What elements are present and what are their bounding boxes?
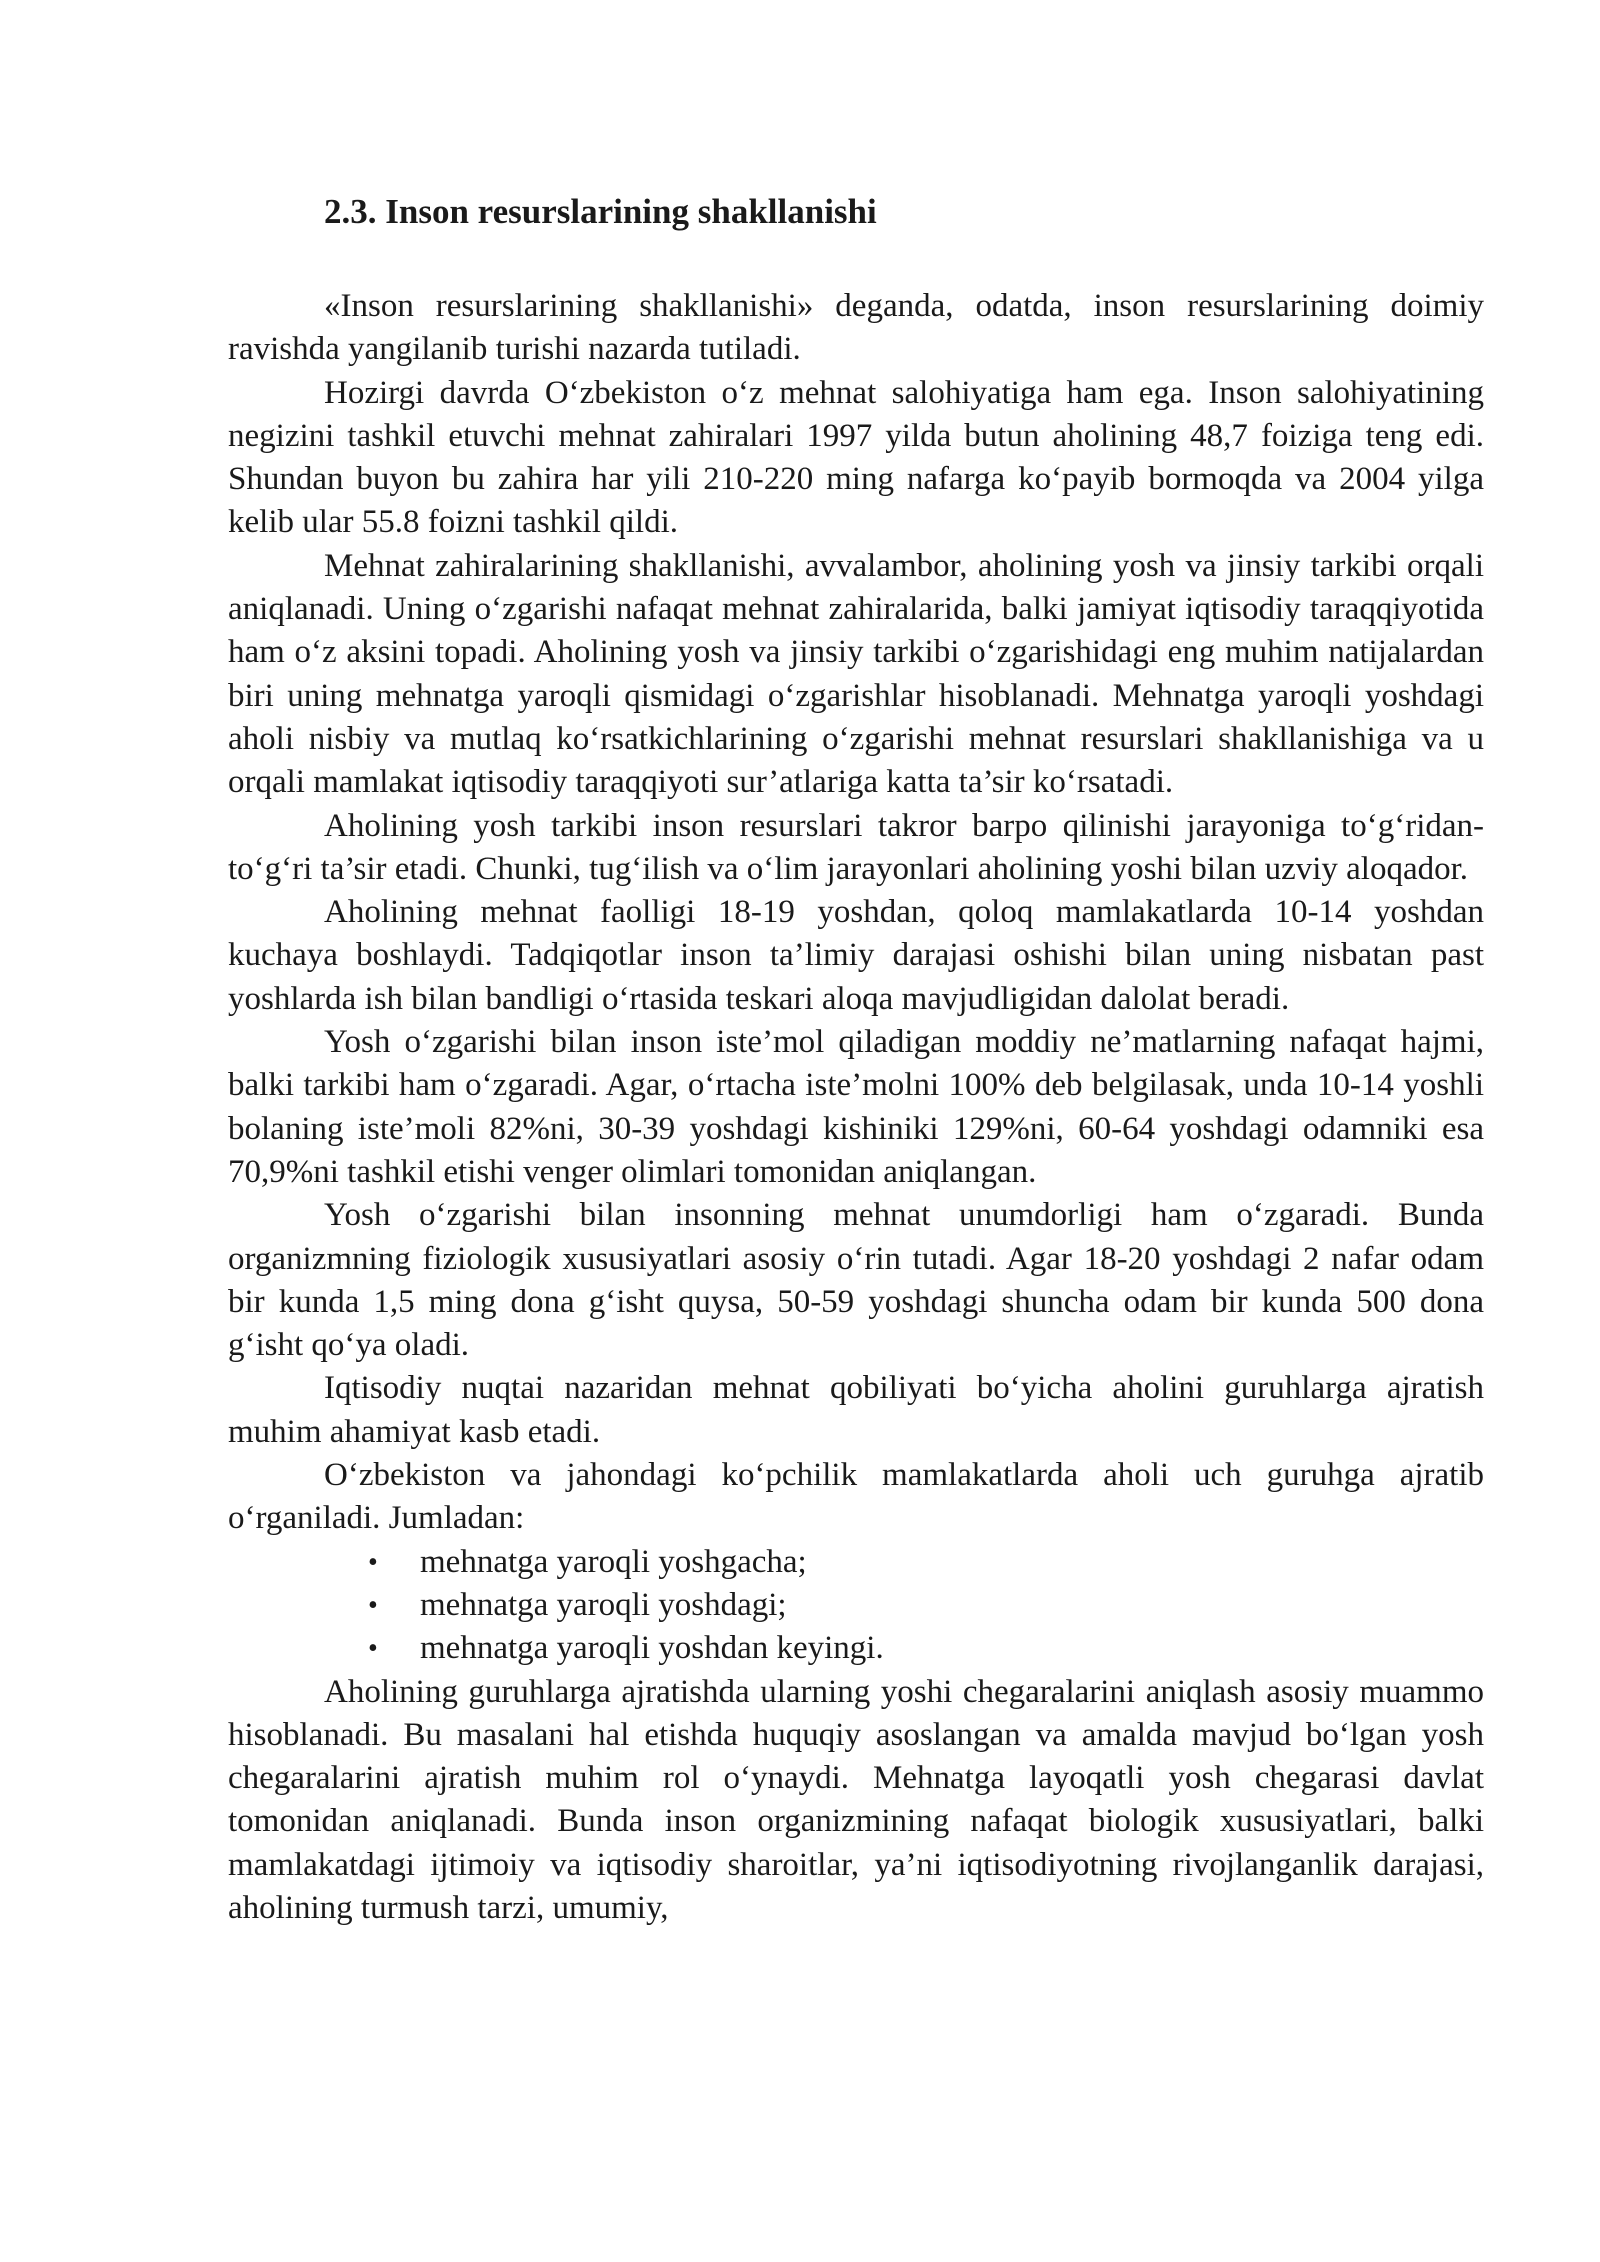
paragraph: Yosh o‘zgarishi bilan insonning mehnat unumdorligi ham o‘zgaradi. Bunda organizmning fiziologik xususiyatlari asosiy o‘rin tutadi. Agar 18-20 yoshdagi 2 nafar odam bir kunda 1,5 ming dona g‘isht quysa, 50-59 yoshdagi shuncha odam bir kunda 500 dona g‘isht qo‘ya oladi.	[228, 1197, 1484, 1364]
list-item	[228, 1541, 1484, 1584]
bullet-icon: •	[368, 1633, 378, 1665]
list-item	[228, 1627, 1484, 1670]
paragraph: Aholining yosh tarkibi inson resurslari takror barpo qilinishi jarayoniga to‘g‘ridan-to‘g‘ri ta’sir etadi. Chunki, tug‘ilish va o‘lim jarayonlari aholining yoshi bilan uzviy aloqador.	[228, 807, 1484, 887]
bullet-icon: •	[368, 1546, 378, 1578]
page-content	[228, 190, 1484, 1930]
paragraph: Aholining guruhlarga ajratishda ularning yoshi chegaralarini aniqlash asosiy muammo hisoblanadi. Bu masalani hal etishda huquqiy asoslangan va amalda mavjud bo‘lgan yosh chegaralarini ajratish muhim rol o‘ynaydi. Mehnatga layoqatli yosh chegarasi davlat tomonidan aniqlanadi. Bunda inson organizmining nafaqat biologik xususiyatlari, balki mamlakatdagi ijtimoiy va iqtisodiy sharoitlar, ya’ni iqtisodiyotning rivojlanganlik darajasi, aholining turmush tarzi, umumiy,	[228, 1673, 1484, 1926]
paragraph: Hozirgi davrda O‘zbekiston o‘z mehnat salohiyatiga ham ega. Inson salohiyatining negizini tashkil etuvchi mehnat zahiralari 1997 yilda butun aholining 48,7 foiziga teng edi. Shundan buyon bu zahira har yili 210-220 ming nafarga ko‘payib bormoqda va 2004 yilga kelib ular 55.8 foizni tashkil qildi.	[228, 374, 1484, 541]
paragraph: Mehnat zahiralarining shakllanishi, avvalambor, aholining yosh va jinsiy tarkibi orqali aniqlanadi. Uning o‘zgarishi nafaqat mehnat zahiralarida, balki jamiyat iqtisodiy taraqqiyotida ham o‘z aksini topadi. Aholining yosh va jinsiy tarkibi o‘zgarishidagi eng muhim natijalardan biri uning mehnatga yaroqli qismidagi o‘zgarishlar hisoblanadi. Mehnatga yaroqli yoshdagi aholi nisbiy va mutlaq ko‘rsatkichlarining o‘zgarishi mehnat resurslari shakllanishiga va u orqali mamlakat iqtisodiy taraqqiyoti sur’atlariga katta ta’sir ko‘rsatadi.	[228, 547, 1484, 801]
paragraph: Iqtisodiy nuqtai nazaridan mehnat qobiliyati bo‘yicha aholini guruhlarga ajratish muhim ahamiyat kasb etadi.	[228, 1370, 1484, 1450]
paragraph: «Inson resurslarining shakllanishi» deganda, odatda, inson resurslarining doimiy ravishda yangilanib turishi nazarda tutiladi.	[228, 288, 1484, 368]
section-heading: 2.3. Inson resurslarining shakllanishi	[324, 192, 877, 231]
bullet-list	[228, 1541, 1484, 1671]
bullet-icon: •	[368, 1589, 378, 1621]
list-item-text: mehnatga yaroqli yoshdan keyingi.	[420, 1630, 884, 1667]
paragraph: Yosh o‘zgarishi bilan inson iste’mol qiladigan moddiy ne’matlarning nafaqat hajmi, balki tarkibi ham o‘zgaradi. Agar, o‘rtacha iste’molni 100% deb belgilasak, unda 10-14 yoshli bolaning iste’moli 82%ni, 30-39 yoshdagi kishiniki 129%ni, 60-64 yoshdagi odamniki esa 70,9%ni tashkil etishi venger olimlari tomonidan aniqlangan.	[228, 1024, 1484, 1190]
list-item-text: mehnatga yaroqli yoshdagi;	[420, 1586, 787, 1623]
list-item	[228, 1584, 1484, 1627]
paragraph: O‘zbekiston va jahondagi ko‘pchilik mamlakatlarda aholi uch guruhga ajratib o‘rganiladi. Jumladan:	[228, 1457, 1484, 1537]
paragraph: Aholining mehnat faolligi 18-19 yoshdan, qoloq mamlakatlarda 10-14 yoshdan kuchaya boshlaydi. Tadqiqotlar inson ta’limiy darajasi oshishi bilan uning nisbatan past yoshlarda ish bilan bandligi o‘rtasida teskari aloqa mavjudligidan dalolat beradi.	[228, 894, 1484, 1017]
list-item-text: mehnatga yaroqli yoshgacha;	[420, 1543, 807, 1580]
